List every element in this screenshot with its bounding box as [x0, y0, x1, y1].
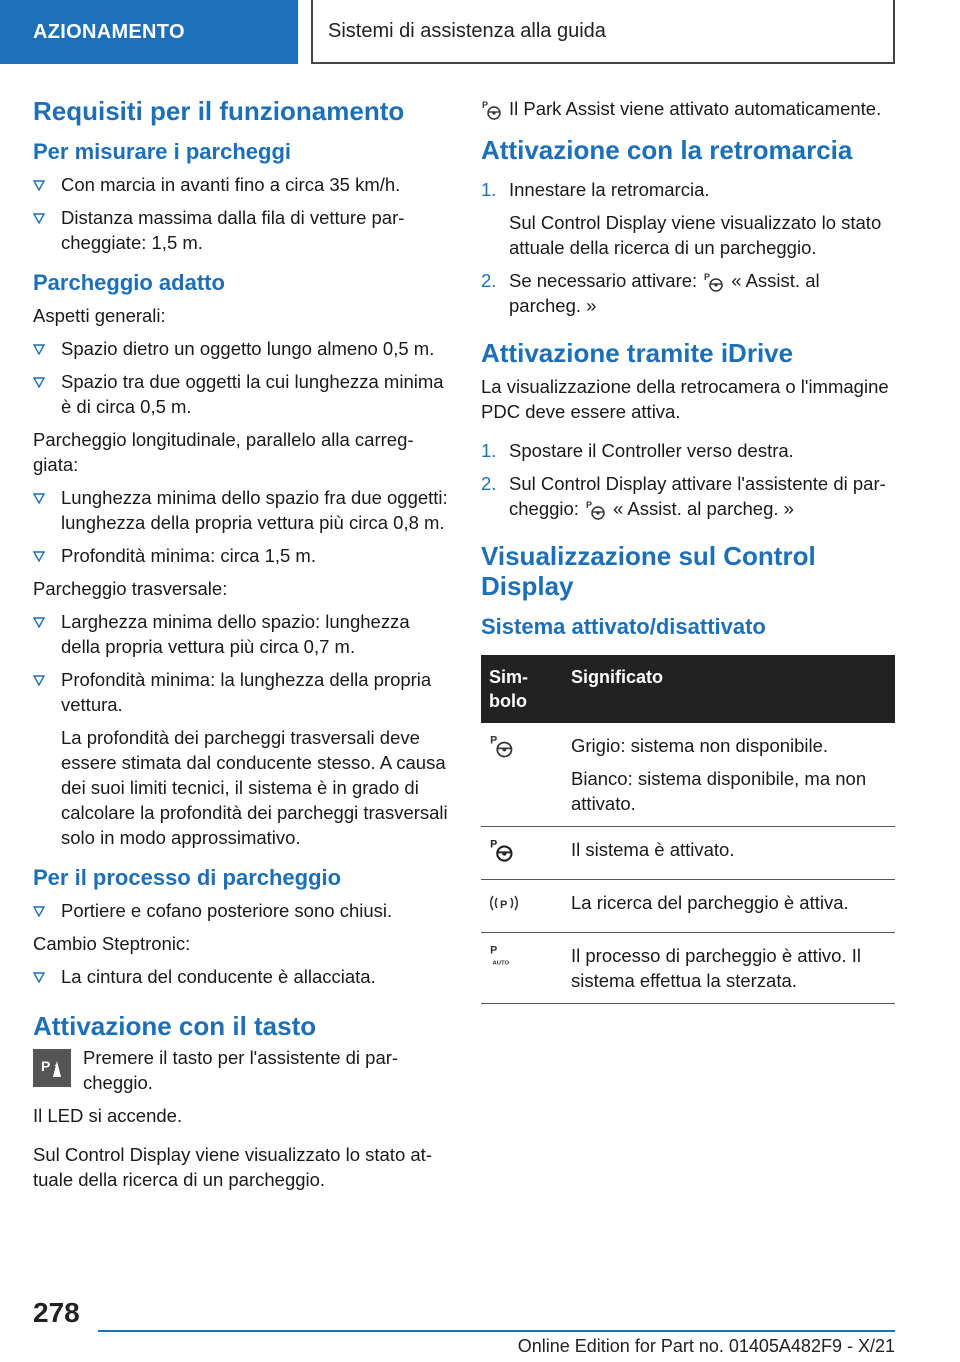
svg-text:P: P [490, 838, 498, 851]
list-item-text: Innestare la retromarcia. [509, 179, 710, 201]
list-item [481, 471, 895, 521]
bullet-triangle-icon [33, 173, 45, 191]
symbol-table [481, 655, 895, 1004]
svg-text:P: P [704, 272, 711, 283]
list-item [33, 369, 448, 419]
parking-search-icon [489, 890, 519, 916]
auto-parking-icon [489, 943, 515, 969]
chapter-title: Sistemi di assistenza alla guida [311, 0, 895, 64]
list-item-text: Lunghezza minima dello spazio fra due oggetti: lunghezza della propria vettura più circa 0,8 m. [61, 487, 448, 533]
list-item-text: Portiere e cofano posteriore sono chiusi. [61, 900, 393, 921]
svg-text:P: P [41, 1058, 51, 1074]
right-column [481, 96, 895, 1004]
list-item [481, 438, 895, 463]
table-cell-meaning: Il processo di parcheggio è attivo. Il sistema effettua la sterzata. [563, 933, 895, 1004]
auto-activation [481, 96, 895, 121]
list-item [33, 172, 448, 197]
list-item [33, 336, 448, 361]
left-column [33, 96, 448, 1200]
svg-text:AUTO: AUTO [492, 960, 510, 967]
auto-activation-text: Il Park Assist viene attivato automaticamente. [509, 98, 882, 119]
paragraph: Parcheggio longitudinale, parallelo alla carreggiata: [33, 429, 414, 475]
footer-divider [98, 1330, 895, 1332]
list-item-text: La cintura del conducente è allacciata. [61, 966, 376, 987]
heading-display: Visualizzazione sul Control Display [481, 541, 816, 602]
heading-requirements: Requisiti per il funzionamento [33, 96, 405, 126]
table-row [481, 933, 895, 1004]
svg-text:P: P [490, 944, 498, 957]
bullet-triangle-icon [33, 370, 45, 388]
park-assist-button-icon [33, 1049, 71, 1087]
list-item-text: Larghezza minima dello spazio: lunghezza della propria vettura più circa 0,7 m. [61, 611, 410, 657]
list-item [33, 485, 448, 535]
list-item-text: Spazio tra due oggetti la cui lunghezza minima è di circa 0,5 m. [61, 371, 444, 417]
paragraph: Parcheggio trasversale: [33, 578, 228, 599]
list-item [481, 177, 895, 202]
step-number: 2. [481, 270, 497, 292]
svg-text:P: P [490, 734, 498, 747]
park-assist-active-icon [489, 837, 515, 863]
bullet-triangle-icon [33, 965, 45, 983]
list-item [33, 609, 448, 659]
list-item [33, 898, 448, 923]
list-item [481, 268, 895, 318]
page-number: 278 [33, 1297, 80, 1328]
park-assist-icon [703, 271, 725, 293]
heading-process: Per il processo di parcheggio [33, 865, 342, 890]
list-item-text: Con marcia in avanti fino a circa 35 km/h. [61, 174, 401, 195]
paragraph: Aspetti generali: [33, 305, 166, 326]
table-cell-meaning: Il sistema è attivato. [563, 827, 895, 880]
step-number: 1. [481, 179, 497, 201]
bullet-triangle-icon [33, 668, 45, 686]
svg-text:P: P [500, 899, 508, 912]
heading-idrive: Attivazione tramite iDrive [481, 338, 794, 369]
table-header-row [481, 655, 895, 723]
heading-suitable: Parcheggio adatto [33, 270, 225, 295]
table-cell-symbol [481, 933, 563, 1004]
button-instruction-text: Premere il tasto per l'assistente di parcheggio. [83, 1047, 399, 1093]
list-item-text: Spazio dietro un oggetto lungo almeno 0,5 m. [61, 338, 435, 359]
paragraph: Sul Control Display viene visualizzato lo stato attuale della ricerca di un parcheggio. [33, 1144, 432, 1190]
bullet-triangle-icon [33, 206, 45, 224]
bullet-triangle-icon [33, 337, 45, 355]
list-item-text: Profondità minima: la lunghezza della propria vettura. [61, 669, 432, 715]
list-item-note: La profondità dei parcheggi trasversali deve essere stimata dal conducente stesso. A causa dei suoi limiti tecnici, il sistema è in grado di calcolare la profondità dei parcheggi trasversali solo in modo approssimativo. [61, 727, 448, 848]
table-cell-text: Grigio: sistema non disponibile. [571, 735, 829, 757]
heading-measure: Per misurare i parcheggi [33, 139, 291, 164]
paragraph: Cambio Steptronic: [33, 933, 191, 954]
table-cell-symbol [481, 827, 563, 880]
list-item [33, 205, 448, 255]
list-item [33, 964, 448, 989]
list-item-text: Se necessario attivare: [509, 270, 698, 292]
table-cell-text: Bianco: sistema disponibile, ma non attivato. [571, 768, 867, 815]
menu-label: « Assist. al parcheg. » [509, 270, 820, 317]
heading-state: Sistema attivato/disattivato [481, 614, 766, 640]
menu-label: « Assist. al parcheg. » [612, 498, 794, 520]
section-tab: AZIONAMENTO [0, 0, 298, 64]
step-number: 1. [481, 440, 497, 462]
bullet-triangle-icon [33, 486, 45, 504]
paragraph: La visualizzazione della retrocamera o l'immagine PDC deve essere attiva. [481, 376, 889, 423]
step-number: 2. [481, 473, 497, 495]
list-item [33, 543, 448, 568]
footer-edition: Online Edition for Part no. 01405A482F9 - X/21 [517, 1336, 895, 1356]
table-row [481, 827, 895, 880]
heading-button-activation: Attivazione con il tasto [33, 1011, 317, 1041]
bullet-triangle-icon [33, 544, 45, 562]
table-header-meaning: Significato [563, 655, 895, 723]
park-assist-icon [489, 733, 515, 759]
list-item [33, 667, 448, 717]
table-row [481, 723, 895, 827]
table-row [481, 880, 895, 933]
park-assist-icon [481, 99, 503, 121]
list-item-note: Sul Control Display viene visualizzato lo stato attuale della ricerca di un parcheggio. [509, 212, 882, 259]
button-instruction [33, 1045, 448, 1095]
bullet-triangle-icon [33, 899, 45, 917]
bullet-triangle-icon [33, 610, 45, 628]
table-cell-meaning: La ricerca del parcheggio è attiva. [563, 880, 895, 933]
table-header-symbol: Simbolo [481, 655, 563, 723]
svg-text:P: P [482, 100, 489, 111]
park-assist-icon [585, 499, 607, 521]
list-item-text: Distanza massima dalla fila di vetture parcheggiate: 1,5 m. [61, 207, 405, 253]
list-item-text: Spostare il Controller verso destra. [509, 440, 794, 462]
paragraph: Il LED si accende. [33, 1105, 183, 1126]
table-cell-meaning [563, 723, 895, 827]
list-item-text: Sul Control Display attivare l'assistente di parcheggio: [509, 473, 886, 520]
heading-reverse: Attivazione con la retromarcia [481, 135, 853, 166]
table-cell-symbol [481, 723, 563, 827]
table-cell-symbol [481, 880, 563, 933]
list-item-text: Profondità minima: circa 1,5 m. [61, 545, 316, 566]
svg-text:P: P [585, 500, 592, 511]
